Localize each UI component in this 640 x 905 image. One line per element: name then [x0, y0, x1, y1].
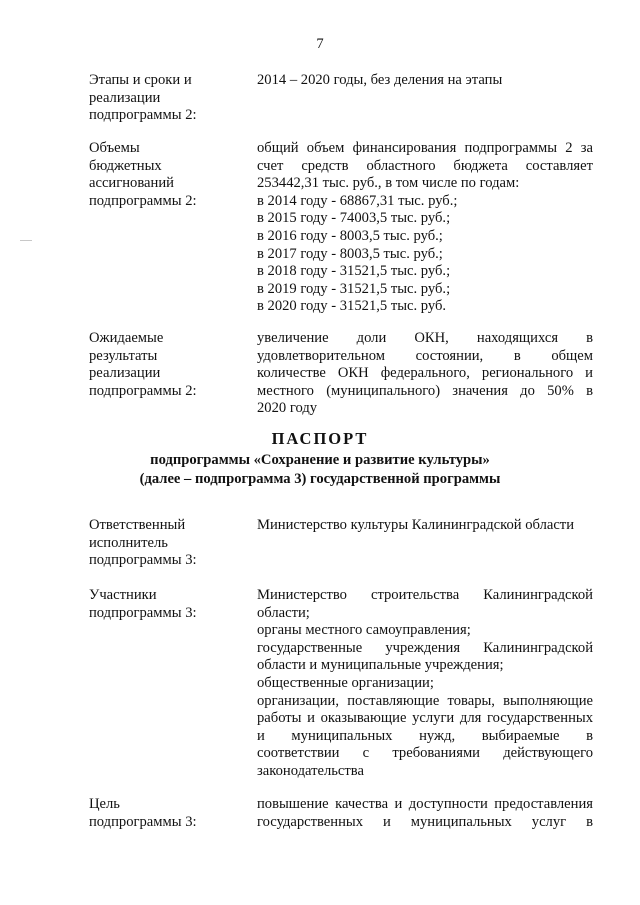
field-value: 2014 – 2020 годы, без деления на этапы	[257, 72, 503, 88]
page-number: 7	[316, 36, 324, 52]
field-label: Ожидаемые результаты реализации подпрограммы 2:	[89, 330, 197, 399]
scan-margin-mark	[20, 240, 32, 241]
field-label: Участники подпрограммы 3:	[89, 587, 197, 621]
field-value: общий объем финансирования подпрограммы 2 за счет средств областного бюджета составляет 253442,31 тыс. руб., в том числе по годам: в 2014 году - 68867,31 тыс. руб.; в 2015 году - 74003,5 тыс. руб.; в 2016 году - 8003,5 тыс. руб.; в 2017 году - 8003,5 тыс. руб.; в 2018 году - 31521,5 тыс. руб.; в 2019 году - 31521,5 тыс. руб.; в 2020 году - 31521,5 тыс. руб.	[257, 140, 593, 315]
field-value: Министерство культуры Калининградской области	[257, 517, 574, 533]
field-label: Объемы бюджетных ассигнований подпрограммы 2:	[89, 140, 197, 209]
field-value: Министерство строительства Калининградской области; органы местного самоуправления; государственные учреждения Калининградской области и муниципальные учреждения; общественные организации; организации, поставляющие товары, выполняющие работы и оказывающие услуги для государственных и муниципальных нужд, выбираемые в соответствии с требованиями действующего законодательства	[257, 587, 593, 779]
field-label: Этапы и сроки и реализации подпрограммы 2:	[89, 72, 197, 124]
field-value: увеличение доли ОКН, находящихся в удовлетворительном состоянии, в общем количестве ОКН федерального, регионального и местного (муниципального) значения до 50% в 2020 году	[257, 330, 593, 417]
passport-title: ПАСПОРТ	[271, 429, 369, 448]
passport-subtitle-line1: подпрограммы «Сохранение и развитие культуры»	[150, 452, 490, 468]
field-value: повышение качества и доступности предоставления государственных и муниципальных услуг в	[257, 796, 593, 830]
field-label: Цель подпрограммы 3:	[89, 796, 197, 830]
field-label: Ответственный исполнитель подпрограммы 3:	[89, 517, 197, 569]
passport-subtitle-line2: (далее – подпрограмма 3) государственной программы	[139, 471, 501, 487]
